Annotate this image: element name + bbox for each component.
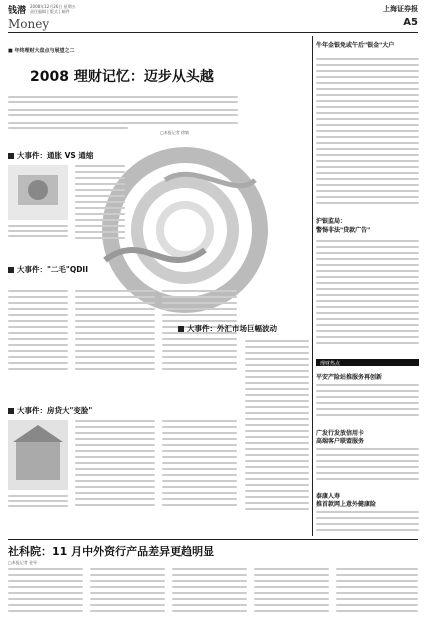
section-3-photo [8, 420, 68, 490]
body-line [75, 438, 155, 440]
body-line [316, 330, 419, 332]
body-line [8, 320, 68, 322]
section-1-photo [8, 165, 68, 220]
body-line [75, 189, 125, 191]
body-line [245, 424, 309, 426]
body-line [316, 324, 419, 326]
body-line [316, 318, 419, 320]
body-line [8, 586, 83, 588]
body-line [162, 308, 237, 310]
body-line [316, 448, 419, 450]
body-line [75, 474, 155, 476]
body-line [75, 302, 155, 304]
body-line [245, 454, 309, 456]
body-line [162, 320, 237, 322]
body-line [172, 568, 247, 570]
body-line [316, 252, 419, 254]
body-line [254, 574, 329, 576]
body-line [316, 82, 419, 84]
body-line [90, 574, 165, 576]
lede-line [8, 127, 128, 129]
body-line [245, 502, 309, 504]
body-line [316, 414, 419, 416]
body-line [8, 574, 83, 576]
body-line [162, 302, 237, 304]
caption-line [8, 235, 68, 237]
body-line [75, 480, 155, 482]
body-line [8, 290, 68, 292]
body-line [316, 172, 419, 174]
body-line [75, 213, 125, 215]
section-title-qdii: 大事件："二毛"QDII [8, 264, 88, 275]
body-line [75, 356, 155, 358]
body-line [245, 490, 309, 492]
body-line [316, 312, 419, 314]
body-line [245, 466, 309, 468]
body-line [162, 314, 237, 316]
body-line [90, 580, 165, 582]
body-line [316, 70, 419, 72]
body-line [162, 492, 237, 494]
body-line [316, 336, 419, 338]
body-line [162, 438, 237, 440]
body-line [75, 432, 155, 434]
body-line [162, 498, 237, 500]
body-line [8, 568, 83, 570]
body-line [245, 388, 309, 390]
body-line [8, 302, 68, 304]
right-top-title: 牛年金银免或午后"银金"大户 [316, 42, 395, 49]
body-line [316, 148, 419, 150]
body-line [245, 448, 309, 450]
body-line [316, 466, 419, 468]
spiral-illustration [95, 140, 275, 320]
body-line [245, 496, 309, 498]
body-line [90, 586, 165, 588]
kicker: ■ 年终理财大盘点与展望之二 [8, 48, 75, 54]
body-line [162, 426, 237, 428]
body-line [162, 504, 237, 506]
body-line [8, 326, 68, 328]
body-line [90, 604, 165, 606]
body-line [245, 442, 309, 444]
body-line [316, 124, 419, 126]
body-line [75, 332, 155, 334]
lede-line [8, 109, 238, 111]
body-line [254, 592, 329, 594]
body-line [75, 492, 155, 494]
body-line [8, 604, 83, 606]
lede-author: □本报记者 徐婧 [160, 130, 190, 135]
body-line [336, 592, 418, 594]
body-line [316, 288, 419, 290]
body-line [316, 408, 419, 410]
body-line [162, 480, 237, 482]
body-line [75, 350, 155, 352]
body-line [245, 430, 309, 432]
body-line [8, 610, 83, 612]
body-line [316, 100, 419, 102]
body-line [245, 484, 309, 486]
caption-line [8, 500, 68, 502]
body-line [316, 154, 419, 156]
body-line [162, 456, 237, 458]
body-line [8, 580, 83, 582]
body-line [8, 314, 68, 316]
body-line [75, 504, 155, 506]
body-line [316, 64, 419, 66]
body-line [316, 202, 419, 204]
body-line [316, 76, 419, 78]
body-line [254, 610, 329, 612]
body-line [75, 314, 155, 316]
body-line [245, 394, 309, 396]
bottom-headline: 社科院：11 月中外资行产品差异更趋明显 [8, 545, 215, 558]
body-line [75, 296, 155, 298]
body-line [162, 444, 237, 446]
body-line [75, 362, 155, 364]
body-line [75, 444, 155, 446]
body-line [75, 486, 155, 488]
right-story-1: 平安产险站推服务再创新 [316, 374, 383, 381]
body-line [8, 598, 83, 600]
body-line [75, 320, 155, 322]
body-line [316, 472, 419, 474]
masthead-en: Money [8, 17, 50, 31]
body-line [245, 412, 309, 414]
body-line [8, 368, 68, 370]
body-line [316, 184, 419, 186]
body-line [75, 420, 155, 422]
body-line [316, 384, 419, 386]
body-line [245, 352, 309, 354]
body-line [336, 574, 418, 576]
lede-line [8, 122, 238, 124]
body-line [316, 390, 419, 392]
body-line [245, 364, 309, 366]
body-line [172, 580, 247, 582]
body-line [316, 94, 419, 96]
body-line [254, 580, 329, 582]
body-line [316, 130, 419, 132]
body-line [75, 290, 155, 292]
body-line [162, 486, 237, 488]
body-line [316, 142, 419, 144]
body-line [316, 270, 419, 272]
body-line [245, 478, 309, 480]
lede-line [8, 114, 238, 116]
body-line [8, 362, 68, 364]
section-title-mortgage: 大事件：房贷大"变脸" [8, 405, 92, 416]
body-line [316, 112, 419, 114]
body-line [162, 432, 237, 434]
body-line [316, 118, 419, 120]
body-line [245, 436, 309, 438]
body-line [245, 358, 309, 360]
section-label: 上海证券报 [383, 5, 418, 13]
body-line [254, 586, 329, 588]
right-story-3: 泰康人寿 [316, 493, 341, 500]
body-line [316, 523, 419, 525]
right-mid-title-1: 沪银监局： [316, 218, 347, 225]
body-line [75, 201, 125, 203]
body-line [8, 356, 68, 358]
section-marker-icon [8, 408, 14, 414]
body-line [75, 426, 155, 428]
body-line [75, 231, 125, 233]
body-line [316, 240, 419, 242]
body-line [90, 598, 165, 600]
body-line [316, 396, 419, 398]
body-line [75, 456, 155, 458]
body-line [75, 225, 125, 227]
body-line [316, 160, 419, 162]
body-line [316, 454, 419, 456]
right-story-2b: 高端客户联盟服务 [316, 438, 365, 445]
body-line [254, 598, 329, 600]
body-line [90, 592, 165, 594]
body-line [75, 450, 155, 452]
body-line [245, 472, 309, 474]
section-marker-icon [8, 267, 14, 273]
body-line [316, 166, 419, 168]
body-line [75, 326, 155, 328]
body-line [336, 610, 418, 612]
body-line [254, 604, 329, 606]
body-line [245, 406, 309, 408]
body-line [316, 511, 419, 513]
body-line [75, 468, 155, 470]
paper-name: 钱潜 [8, 6, 27, 16]
body-line [75, 498, 155, 500]
body-line [316, 306, 419, 308]
header-rule [8, 32, 418, 33]
body-line [245, 508, 309, 510]
body-line [254, 568, 329, 570]
body-line [245, 376, 309, 378]
body-line [162, 462, 237, 464]
body-line [316, 106, 419, 108]
lede-line [8, 101, 238, 103]
body-line [316, 178, 419, 180]
body-line [75, 368, 155, 370]
body-line [75, 171, 125, 173]
caption-line [8, 495, 68, 497]
body-line [162, 362, 237, 364]
body-line [75, 177, 125, 179]
body-line [316, 264, 419, 266]
body-line [162, 356, 237, 358]
body-line [316, 258, 419, 260]
body-line [75, 183, 125, 185]
section-title-inflation: 大事件：通胀 VS 通缩 [8, 150, 93, 161]
body-line [75, 308, 155, 310]
body-line [316, 529, 419, 531]
body-line [316, 402, 419, 404]
body-line [8, 338, 68, 340]
body-line [172, 592, 247, 594]
lede-line [8, 96, 238, 98]
body-line [316, 300, 419, 302]
body-line [75, 462, 155, 464]
body-line [8, 344, 68, 346]
body-line [336, 568, 418, 570]
body-line [245, 370, 309, 372]
body-line [316, 246, 419, 248]
body-line [90, 568, 165, 570]
body-line [8, 308, 68, 310]
body-line [316, 190, 419, 192]
body-line [316, 342, 419, 344]
right-mid-title-2: 警惕非法"贷款广告" [316, 227, 371, 234]
column-divider [312, 36, 313, 536]
body-line [316, 294, 419, 296]
body-line [162, 290, 237, 292]
body-line [8, 332, 68, 334]
body-line [162, 420, 237, 422]
issue-info: 2008年12月26日 星期五 [30, 4, 76, 9]
body-line [172, 574, 247, 576]
body-line [245, 346, 309, 348]
caption-line [8, 225, 68, 227]
main-headline: 2008 理财记忆：迈步从头越 [30, 69, 214, 85]
body-line [316, 460, 419, 462]
body-line [316, 276, 419, 278]
body-line [75, 207, 125, 209]
right-story-3b: 推首款网上意外健康险 [316, 501, 377, 508]
body-line [172, 598, 247, 600]
body-line [75, 219, 125, 221]
body-line [245, 340, 309, 342]
body-line [162, 368, 237, 370]
body-line [172, 586, 247, 588]
body-line [245, 400, 309, 402]
body-line [245, 382, 309, 384]
body-line [316, 58, 419, 60]
body-line [162, 338, 237, 340]
body-line [75, 237, 125, 239]
body-line [316, 88, 419, 90]
body-line [316, 136, 419, 138]
body-line [336, 598, 418, 600]
bottom-author: □本报记者 金导 [8, 560, 38, 565]
body-line [316, 517, 419, 519]
body-line [316, 282, 419, 284]
issue-info-2: 责任编辑 | 版式 | 邮件 [30, 9, 70, 14]
body-line [162, 350, 237, 352]
body-line [336, 586, 418, 588]
body-line [8, 592, 83, 594]
section-marker-icon [178, 326, 184, 332]
body-line [336, 580, 418, 582]
body-line [245, 418, 309, 420]
section-tag: 理财热点 [320, 361, 341, 367]
body-line [8, 350, 68, 352]
body-line [162, 344, 237, 346]
body-line [75, 195, 125, 197]
body-line [245, 460, 309, 462]
section-title-forex: 大事件：外汇市场巨幅波动 [178, 323, 277, 334]
body-line [90, 610, 165, 612]
caption-line [8, 230, 68, 232]
caption-line [8, 505, 68, 507]
body-line [75, 338, 155, 340]
body-line [162, 296, 237, 298]
body-line [162, 468, 237, 470]
right-story-2: 广发行发放信用卡 [316, 430, 365, 437]
body-line [162, 450, 237, 452]
body-line [75, 165, 125, 167]
body-line [172, 610, 247, 612]
body-line [75, 344, 155, 346]
body-line [162, 474, 237, 476]
section-marker-icon [8, 153, 14, 159]
body-line [336, 604, 418, 606]
page-id: A5 [403, 17, 418, 28]
body-line [8, 296, 68, 298]
body-line [316, 196, 419, 198]
bottom-rule [8, 539, 418, 540]
body-line [172, 604, 247, 606]
body-line [316, 478, 419, 480]
